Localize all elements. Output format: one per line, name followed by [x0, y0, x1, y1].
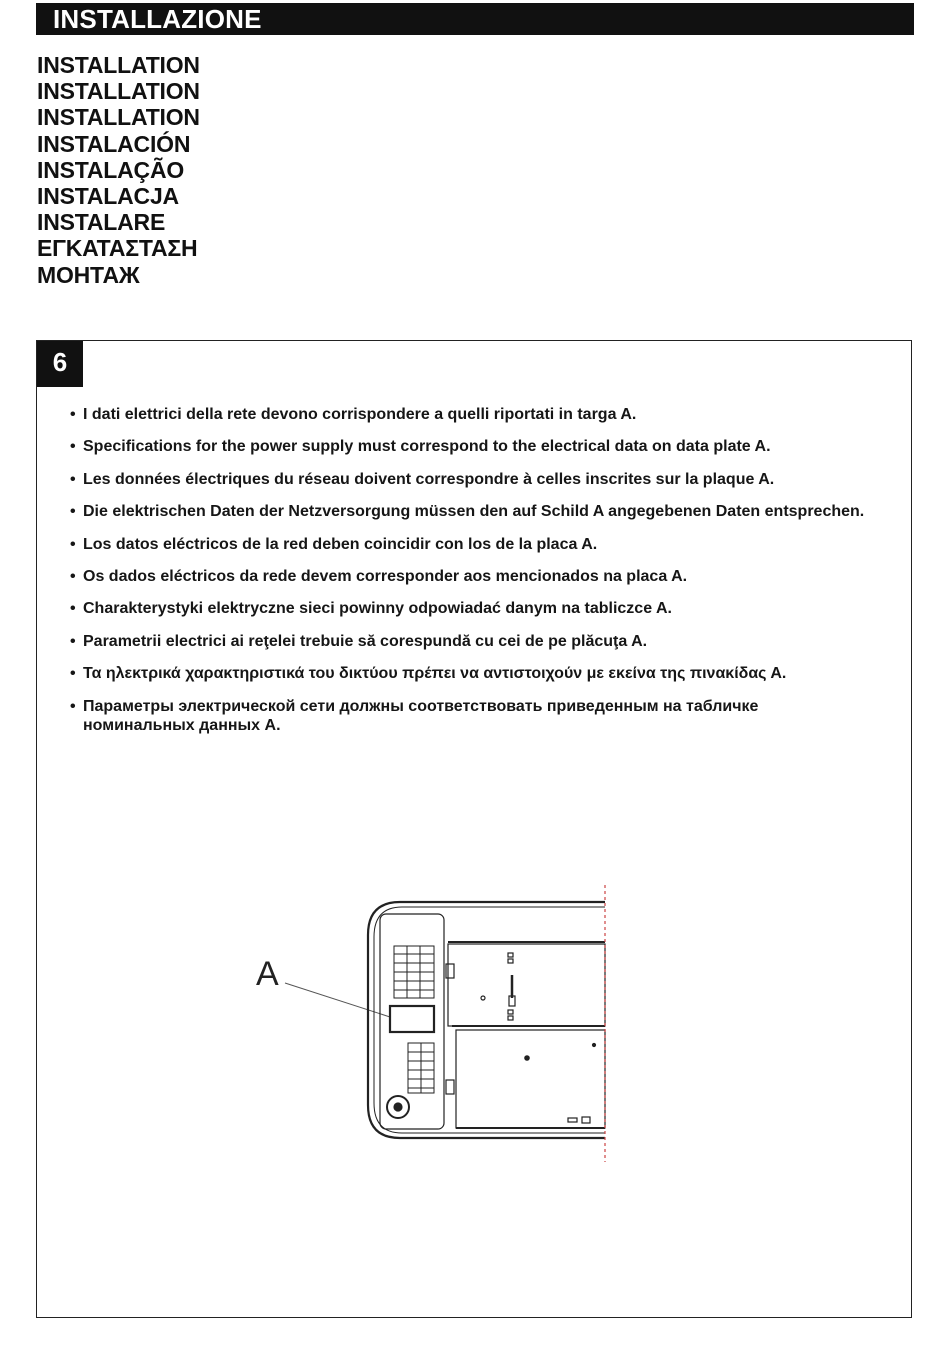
- instruction-list: [70, 405, 870, 748]
- instruction-item: • Τα ηλεκτρικά χαρακτηριστικά του δικτύου πρέπει να αντιστοιχούν με εκείνα της πινακίδας Α.: [70, 664, 870, 683]
- language-title: INSTALAÇÃO: [37, 156, 185, 183]
- appliance-body-inner: [374, 907, 605, 1133]
- language-title: ΕΓΚΑΤΑΣΤΑΣΗ: [37, 235, 198, 262]
- language-title: INSTALACIÓN: [37, 130, 191, 157]
- instruction-item: • Les données électriques du réseau doivent correspondre à celles inscrites sur la plaque A.: [70, 470, 870, 489]
- bracket: [446, 964, 454, 978]
- language-title: INSTALLATION: [37, 78, 200, 105]
- section-number: 6: [37, 341, 83, 387]
- bracket: [446, 1080, 454, 1094]
- screw: [525, 1056, 529, 1060]
- language-title: INSTALLATION: [37, 104, 200, 131]
- connector: [568, 1118, 577, 1122]
- instruction-item: • Charakterystyki elektryczne sieci powinny odpowiadać danym na tabliczce A.: [70, 599, 870, 618]
- page-title: INSTALLAZIONE: [53, 4, 262, 34]
- screw: [481, 996, 485, 1000]
- instruction-item: • Parametrii electrici ai reţelei trebuie să corespundă cu cei de pe plăcuţa A.: [70, 632, 870, 651]
- language-title: INSTALLATION: [37, 52, 200, 78]
- rating-plate: [390, 1006, 434, 1032]
- front-panel-upper: [448, 944, 605, 1026]
- screw: [593, 1044, 596, 1047]
- appliance-body-outline: [368, 902, 605, 1138]
- language-title: МОНТАЖ: [37, 261, 140, 288]
- indicator: [508, 953, 513, 957]
- language-titles: [37, 52, 200, 288]
- instruction-item: • Die elektrischen Daten der Netzversorgung müssen den auf Schild A angegebenen Daten entsprechen.: [70, 502, 870, 521]
- instruction-item: • Параметры электрической сети должны соответствовать приведенным на табличке номинальных данных А.: [70, 697, 870, 735]
- vent-grille-bottom: [408, 1043, 434, 1093]
- appliance-illustration: [250, 880, 620, 1170]
- indicator: [508, 1010, 513, 1014]
- plate-label: A: [256, 955, 279, 993]
- indicator: [508, 959, 513, 963]
- connector: [582, 1117, 590, 1123]
- language-title: INSTALARE: [37, 209, 166, 236]
- vent-grille-top: [394, 946, 434, 998]
- header-bar: [36, 3, 914, 35]
- language-title: INSTALACJA: [37, 183, 179, 210]
- instruction-item: • Os dados eléctricos da rede devem corresponder aos mencionados na placa A.: [70, 567, 870, 586]
- instruction-item: • Specifications for the power supply must correspond to the electrical data on data plate A.: [70, 437, 870, 456]
- control-knob-center: [394, 1103, 402, 1111]
- instruction-item: • Los datos eléctricos de la red deben coincidir con los de la placa A.: [70, 535, 870, 554]
- front-panel-lower: [456, 1030, 605, 1128]
- indicator: [508, 1016, 513, 1020]
- instruction-item: • I dati elettrici della rete devono corrispondere a quelli riportati in targa A.: [70, 405, 870, 424]
